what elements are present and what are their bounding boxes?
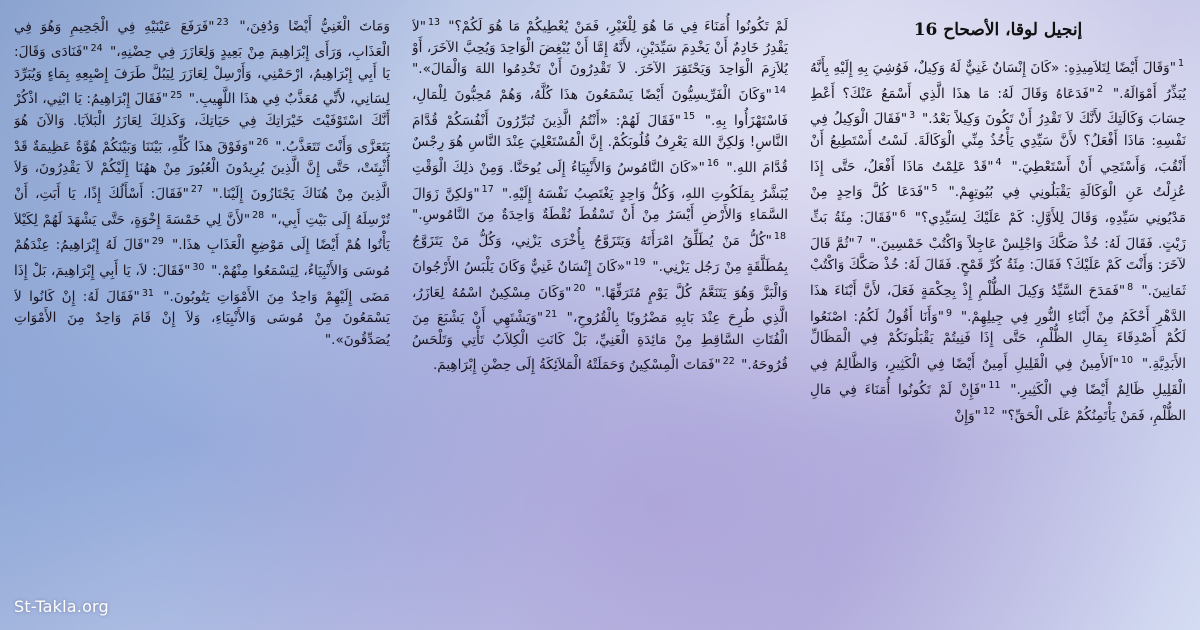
verse-text: "«كَانَ إِنْسَانٌ غَنِيٌّ وَكَانَ يَلْبَسُ الأَرْجُوانَ وَالْبَزَّ وَهُوَ يَتَنَعَّمُ كُلَّ يَوْمٍ مُتَرَفِّهًا." <box>412 258 788 301</box>
verse-number: 29 <box>151 235 164 247</box>
verse-text: "فَقَالَ: أَسْأَلُكَ إِذًا، يَا أَبَتِ، أَنْ تُرْسِلَهُ إِلَى بَيْتِ أَبِي،" <box>14 185 390 228</box>
verse-text: "وَأَنَا أَقُولُ لَكُمُ: اصْنَعُوا لَكُمْ أَصْدِقَاءَ بِمَالِ الظُّلْمِ، حَتَّى إِذَا فَنِيتُمْ يَقْبَلُونَكُمْ فِي الْمَظَالِّ الأَبَدِيَّةِ." <box>810 309 1186 373</box>
verse <box>433 357 737 373</box>
verse-number: 1 <box>1177 58 1184 70</box>
verse-number: 19 <box>633 257 646 269</box>
verse-number: 5 <box>931 182 938 194</box>
verse-number: 15 <box>683 111 696 123</box>
verse-text: "«كَانَ النَّامُوسُ وَالأَنْبِيَاءُ إِلَى يُوحَنَّا. وَمِنْ ذلِكَ الْوَقْتِ يُبَشَّرُ بِمَلَكُوتِ اللهِ، وَكُلُّ وَاحِدٍ يَغْتَصِبُ نَفْسَهُ إِلَيْهِ." <box>412 159 788 202</box>
verse-text: "وَيَشْتَهِي أَنْ يَشْبَعَ مِنَ الْفُتَاتِ السَّاقِطِ مِنْ مَائِدَةِ الْغَنِيِّ، بَلْ كَانَتِ الْكِلاَبُ تَأْتِي وَتَلْحَسُ قُرُوحَهُ." <box>412 310 788 374</box>
verse-text: وَمَاتَ الْغَنِيُّ أَيْضًا وَدُفِنَ،" <box>239 18 390 35</box>
verse-number: 6 <box>899 208 906 220</box>
verse-number: 13 <box>428 17 441 28</box>
verse-number: 22 <box>722 355 735 367</box>
verse-text: "فَنَادَى وَقَالَ: يَا أَبِي إِبْرَاهِيمُ، ارْحَمْنِي، وَأَرْسِلْ لِعَازَرَ لِيَبُلَّ طَرَفَ إِصْبِعِهِ بِمَاءٍ وَيُبَرِّدَ لِسَانِي، لأَنِّي مُعَذَّبٌ فِي هذَا اللَّهِيبِ." <box>14 44 390 108</box>
verse-text: لَمْ تَكُونُوا أُمَنَاءَ فِي مَا هُوَ لِلْغَيْرِ، فَمَنْ يُعْطِيكُمْ مَا هُوَ لَكُمْ؟" <box>448 18 788 35</box>
verse-number: 17 <box>481 184 494 196</box>
verse <box>954 408 997 424</box>
verse <box>448 19 788 35</box>
verse-number: 10 <box>1120 354 1134 366</box>
verse-text: "قَالَ لَهُ إِبْرَاهِيمُ: عِنْدَهُمْ مُوسَى وَالأَنْبِيَاءُ، لِيَسْمَعُوا مِنْهُمْ." <box>14 237 390 280</box>
verse-number: 28 <box>252 210 265 222</box>
verse-number: 4 <box>995 157 1002 169</box>
chapter-title: إنجيل لوقا، الأصحاح 16 <box>913 20 1083 40</box>
site-watermark: St-Takla.org <box>14 597 109 616</box>
verse-text: "فَقَالَ لَهُ: إِنْ كَانُوا لاَ يَسْمَعُونَ مِنْ مُوسَى وَالأَنْبِيَاءِ، وَلاَ إِنْ قَامَ وَاحِدٌ مِنَ الأَمْوَاتِ يُصَدِّقُونَ»." <box>14 289 390 348</box>
verse-text: "وَكَانَ الْفَرِّيسِيُّونَ أَيْضًا يَسْمَعُونَ هذَا كُلَّهُ، وَهُمْ مُحِبُّونَ لِلْمَالِ، فَاسْتَهْزَأُوا بِهِ." <box>412 86 788 129</box>
verse-text: "فَدَعَاهُ وَقَالَ لَهُ: مَا هذَا الَّذِي أَسْمَعُ عَنْكَ؟ أَعْطِ حِسَابَ وَكَالَتِكَ لأَنَّكَ لاَ تَقْدِرُ أَنْ تَكُونَ وَكِيلاً بَعْدُ." <box>810 85 1186 128</box>
verse-number: 26 <box>256 137 269 149</box>
text-column-left <box>14 12 390 624</box>
text-column-right <box>810 12 1186 624</box>
verse-text: "فَقَالَ إِبْرَاهِيمُ: يَا ابْنِي، اذْكُرْ أَنَّكَ اسْتَوْفَيْتَ خَيْرَاتِكَ فِي حَيَاتِكَ، وَكَذلِكَ لِعَازَرُ الْبَلاَيَا. وَالآنَ هُوَ يَتَعَزَّى وَأَنْتَ تَتَعَذَّبُ." <box>14 91 390 155</box>
verse-number: 3 <box>909 109 916 121</box>
verse-number: 11 <box>988 380 1001 392</box>
verse-number: 14 <box>773 85 786 97</box>
verse-number: 18 <box>773 231 786 243</box>
verse-number: 25 <box>170 89 183 101</box>
verse-text: "فَقَالَ: لاَ، يَا أَبِي إِبْرَاهِيمَ، بَلْ إِذَا مَضَى إِلَيْهِمْ وَاحِدٌ مِنَ الأَمْوَاتِ يَتُوبُونَ." <box>14 263 390 306</box>
verse-number: 31 <box>141 287 154 299</box>
verse-number: 30 <box>192 261 205 273</box>
verse-text: "وَإِنْ <box>954 407 981 424</box>
verse-text: "فَإِنْ لَمْ تَكُونُوا أُمَنَاءَ فِي مَالِ الظُّلْمِ، فَمَنْ يَأْتَمِنُكُمْ عَلَى الْحَقِّ؟" <box>810 382 1186 424</box>
verse-text: "فَقَالَ: مِئَةُ بَثِّ زَيْتٍ. فَقَالَ لَهُ: خُذْ صَكَّكَ وَاجْلِسْ عَاجِلاً وَاكْتُبْ خَمْسِينَ." <box>810 210 1186 253</box>
verse-text: "وَقَالَ أَيْضًا لِتَلاَمِيذِهِ: «كَانَ إِنْسَانٌ غَنِيٌّ لَهُ وَكِيلٌ، فَوُشِيَ بِهِ إِلَيْهِ بِأَنَّهُ يُبَذِّرُ أَمْوَالَهُ." <box>810 59 1186 102</box>
verse-number: 21 <box>545 308 558 320</box>
verse-number: 23 <box>216 17 229 28</box>
verse-text: "فَقَالَ لَهُمْ: «أَنْتُمُ الَّذِينَ تُبَرِّرُونَ أَنْفُسَكُمْ قُدَّامَ النَّاسِ! وَلكِنَّ اللهَ يَعْرِفُ قُلُوبَكُمْ. إِنَّ الْمُسْتَعْلِيَ عِنْدَ النَّاسِ هُوَ رِجْسٌ قُدَّامَ اللهِ." <box>412 112 788 176</box>
verse-text: "وَلكِنَّ زَوَالَ السَّمَاءِ وَالأَرْضِ أَيْسَرُ مِنْ أَنْ تَسْقُطَ نُقْطَةٌ وَاحِدَةٌ مِنَ النَّامُوسِ." <box>412 185 788 224</box>
verse-text: "قَدْ عَلِمْتُ مَاذَا أَفْعَلُ، حَتَّى إِذَا عُزِلْتُ عَنِ الْوَكَالَةِ يَقْبَلُونِي فِي بُيُوتِهِمْ." <box>810 158 1186 201</box>
verse-number: 20 <box>573 282 586 294</box>
verse-text: "فَرَفَعَ عَيْنَيْهِ فِي الْجَحِيمِ وَهُوَ فِي الْعَذَابِ، وَرَأَى إِبْرَاهِيمَ مِنْ بَعِيدٍ وَلِعَازَرَ فِي حِضْنِهِ،" <box>14 18 390 61</box>
verse-text: "فَمَدَحَ السَّيِّدُ وَكِيلَ الظُّلْمِ إِذْ بِحِكْمَةٍ فَعَلَ، لأَنَّ أَبْنَاءَ هذَا الدَّهْرِ أَحْكَمُ مِنْ أَبْنَاءِ النُّورِ فِي جِيلِهِمْ." <box>810 283 1186 326</box>
verse-number: 8 <box>1127 281 1134 293</box>
verse-number: 12 <box>982 406 995 418</box>
verse-text: "كُلُّ مَنْ يُطَلِّقُ امْرَأَتَهُ وَيَتَزَوَّجُ بِأُخْرَى يَزْنِي، وَكُلُّ مَنْ يَتَزَوَّجُ بِمُطَلَّقَةٍ مِنْ رَجُل يَزْنِي." <box>412 232 788 275</box>
verse-text: "فَدَعَا كُلَّ وَاحِدٍ مِنْ مَدْيُونِي سَيِّدِهِ، وَقَالَ لِلأَوَّلِ: كَمْ عَلَيْكَ لِسَيِّدِي؟" <box>810 184 1186 227</box>
verse-text: "ثُمَّ قَالَ لآخَرَ: وَأَنْتَ كَمْ عَلَيْكَ؟ فَقَالَ: مِئَةُ كُرِّ قَمْحٍ. فَقَالَ لَهُ: خُذْ صَكَّكَ وَاكْتُبْ ثَمَانِينَ." <box>810 236 1186 300</box>
verse-text: "لأَنَّ لِي خَمْسَةَ إِخْوَةٍ، حَتَّى يَشْهَدَ لَهُمْ لِكَيْلاَ يَأْتُوا هُمْ أَيْضًا إِلَى مَوْضِعِ الْعَذَابِ هذَا." <box>14 211 390 254</box>
text-column-middle <box>412 12 788 624</box>
verse-text: "لاَ يَقْدِرُ خَادِمٌ أَنْ يَخْدِمَ سَيِّدَيْنِ، لأَنَّهُ إِمَّا أَنْ يُبْغِضَ الْوَاحِدَ وَيُحِبَّ الآخَرَ، أَوْ يُلاَزِمَ الْوَاحِدَ وَيَحْتَقِرَ الآخَرَ. لاَ تَقْدِرُونَ أَنْ تَخْدِمُوا اللهَ وَالْمَالَ»." <box>412 18 788 78</box>
verse-number: 9 <box>946 307 953 319</box>
verse-number: 27 <box>190 184 204 196</box>
verse-text: "فَمَاتَ الْمِسْكِينُ وَحَمَلَتْهُ الْمَلاَئِكَةُ إِلَى حِضْنِ إِبْرَاهِيمَ. <box>432 357 721 374</box>
verse-text: "فَقَالَ الْوَكِيلُ فِي نَفْسِهِ: مَاذَا أَفْعَلُ؟ لأَنَّ سَيِّدِي يَأْخُذُ مِنِّي الْوَكَالَةَ. لَسْتُ أَسْتَطِيعُ أَنْ أَنْقُبَ، وَأَسْتَحِي أَنْ أَسْتَعْطِيَ." <box>810 111 1186 175</box>
verse-number: 7 <box>856 234 863 246</box>
verse-number: 16 <box>706 158 719 170</box>
verse-text: "اَلأَمِينُ فِي الْقَلِيلِ أَمِينٌ أَيْضًا فِي الْكَثِيرِ، وَالظَّالِمُ فِي الْقَلِيلِ ظَالِمٌ أَيْضًا فِي الْكَثِيرِ." <box>810 356 1186 398</box>
verse-number: 24 <box>90 42 103 54</box>
verse-text: "وَكَانَ مِسْكِينٌ اسْمُهُ لِعَازَرُ، الَّذِي طُرِحَ عِنْدَ بَابِهِ مَضْرُوبًا بِالْقُرُوحِ،" <box>412 284 788 327</box>
verse-text: "وَفَوْقَ هذَا كُلِّهِ، بَيْنَنَا وَبَيْنَكُمْ هُوَّةٌ عَظِيمَةٌ قَدْ أُثْبِتَتْ، حَتَّى إِنَّ الَّذِينَ يُرِيدُونَ الْعُبُورَ مِنْ ههُنَا إِلَيْكُمْ لاَ يَقْدِرُونَ، وَلاَ الَّذِينَ مِنْ هُنَاكَ يَجْتَازُونَ إِلَيْنَا." <box>14 138 390 202</box>
verse-number: 2 <box>1097 84 1104 96</box>
verse <box>239 19 390 35</box>
